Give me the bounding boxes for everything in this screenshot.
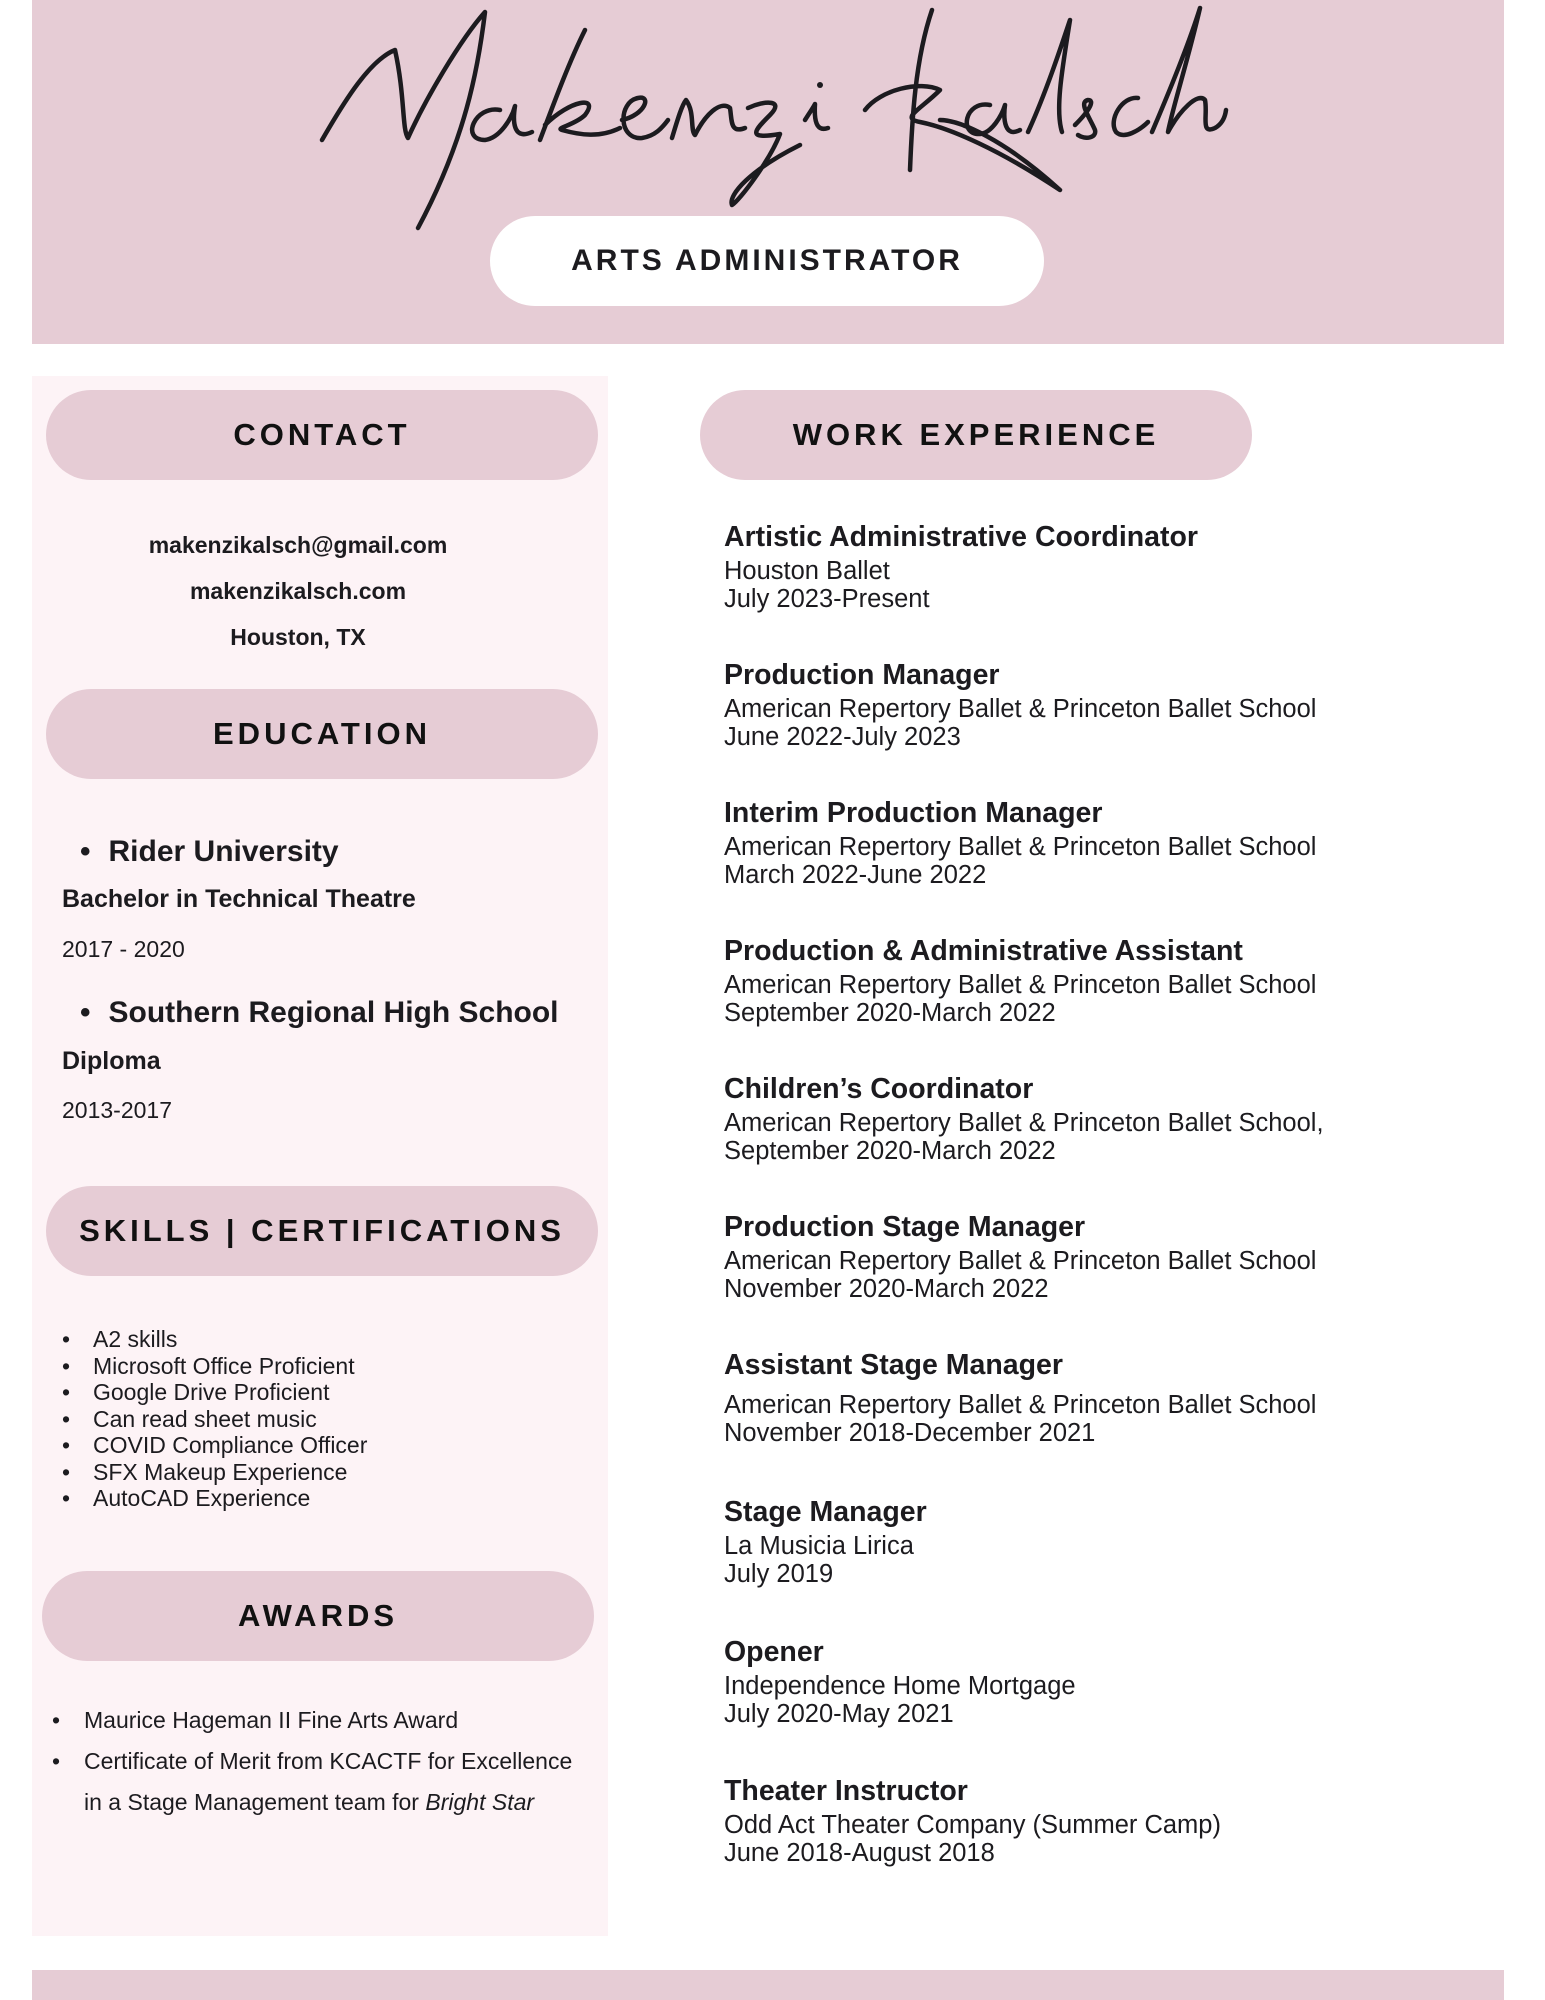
job-title-pill: ARTS ADMINISTRATOR <box>490 216 1044 306</box>
job-organization: Independence Home Mortgage <box>724 1672 1076 1700</box>
skills-heading: SKILLS | CERTIFICATIONS <box>46 1186 598 1276</box>
education-school: • Rider University <box>80 835 339 869</box>
job-organization: American Repertory Ballet & Princeton Ballet School <box>724 695 1317 723</box>
job-organization: American Repertory Ballet & Princeton Ballet School <box>724 1391 1317 1419</box>
job-entry <box>724 1492 1484 1588</box>
award-italic-title: Bright Star <box>425 1789 535 1815</box>
job-title: Artistic Administrative Coordinator <box>724 521 1199 553</box>
skill-item: • Microsoft Office Proficient <box>62 1353 367 1380</box>
education-years: 2017 - 2020 <box>62 936 185 962</box>
job-entry <box>724 517 1484 613</box>
skills-list <box>62 1326 367 1512</box>
job-organization: American Repertory Ballet & Princeton Ballet School, <box>724 1109 1324 1137</box>
job-dates: July 2020-May 2021 <box>724 1700 954 1728</box>
education-degree: Bachelor in Technical Theatre <box>62 885 416 913</box>
job-entry <box>724 1069 1484 1165</box>
skill-item: • A2 skills <box>62 1326 367 1353</box>
skill-item: • COVID Compliance Officer <box>62 1432 367 1459</box>
contact-heading: CONTACT <box>46 390 598 480</box>
skill-item: • AutoCAD Experience <box>62 1485 367 1512</box>
awards-heading: AWARDS <box>42 1571 594 1661</box>
awards-list <box>52 1700 582 1823</box>
job-organization: American Repertory Ballet & Princeton Ballet School <box>724 1247 1317 1275</box>
job-title: Production Stage Manager <box>724 1211 1086 1243</box>
job-entry <box>724 931 1484 1027</box>
education-degree: Diploma <box>62 1047 161 1075</box>
job-dates: November 2020-March 2022 <box>724 1275 1049 1303</box>
job-organization: American Repertory Ballet & Princeton Ballet School <box>724 833 1317 861</box>
contact-website: makenzikalsch.com <box>189 578 407 604</box>
skill-item: • SFX Makeup Experience <box>62 1459 367 1486</box>
job-organization: Odd Act Theater Company (Summer Camp) <box>724 1811 1221 1839</box>
contact-email: makenzikalsch@gmail.com <box>148 532 448 558</box>
education-years: 2013-2017 <box>62 1097 172 1123</box>
award-item: • Maurice Hageman II Fine Arts Award <box>52 1700 582 1741</box>
name-signature <box>300 0 1240 240</box>
job-dates: July 2019 <box>724 1560 834 1588</box>
job-entry <box>724 793 1484 889</box>
education-school: • Southern Regional High School <box>80 996 559 1030</box>
job-organization: American Repertory Ballet & Princeton Ballet School <box>724 971 1317 999</box>
skill-item: • Google Drive Proficient <box>62 1379 367 1406</box>
job-dates: September 2020-March 2022 <box>724 1137 1056 1165</box>
job-dates: July 2023-Present <box>724 585 930 613</box>
job-title: Theater Instructor <box>724 1775 968 1807</box>
footer-band <box>32 1970 1504 2000</box>
skill-item: • Can read sheet music <box>62 1406 367 1433</box>
job-title: Interim Production Manager <box>724 797 1103 829</box>
job-title: Stage Manager <box>724 1496 927 1528</box>
job-title: Production Manager <box>724 659 1000 691</box>
work-experience-heading: WORK EXPERIENCE <box>700 390 1252 480</box>
job-organization: Houston Ballet <box>724 557 890 585</box>
job-entry <box>724 1345 1484 1447</box>
award-item <box>52 1741 582 1823</box>
job-organization: La Musicia Lirica <box>724 1532 914 1560</box>
job-entry <box>724 1632 1484 1728</box>
job-dates: November 2018-December 2021 <box>724 1419 1096 1447</box>
job-dates: March 2022-June 2022 <box>724 861 987 889</box>
job-entry <box>724 1771 1484 1867</box>
job-title: Assistant Stage Manager <box>724 1349 1063 1381</box>
award-text: Certificate of Merit from KCACTF for Excellence in a Stage Management team for <box>84 1748 573 1815</box>
job-title: Production & Administrative Assistant <box>724 935 1243 967</box>
job-title: Opener <box>724 1636 824 1668</box>
job-entry <box>724 1207 1484 1303</box>
job-dates: June 2018-August 2018 <box>724 1839 995 1867</box>
job-dates: September 2020-March 2022 <box>724 999 1056 1027</box>
education-heading: EDUCATION <box>46 689 598 779</box>
job-dates: June 2022-July 2023 <box>724 723 961 751</box>
job-entry <box>724 655 1484 751</box>
job-title: Children’s Coordinator <box>724 1073 1034 1105</box>
contact-info <box>48 522 548 660</box>
contact-location: Houston, TX <box>230 624 366 650</box>
